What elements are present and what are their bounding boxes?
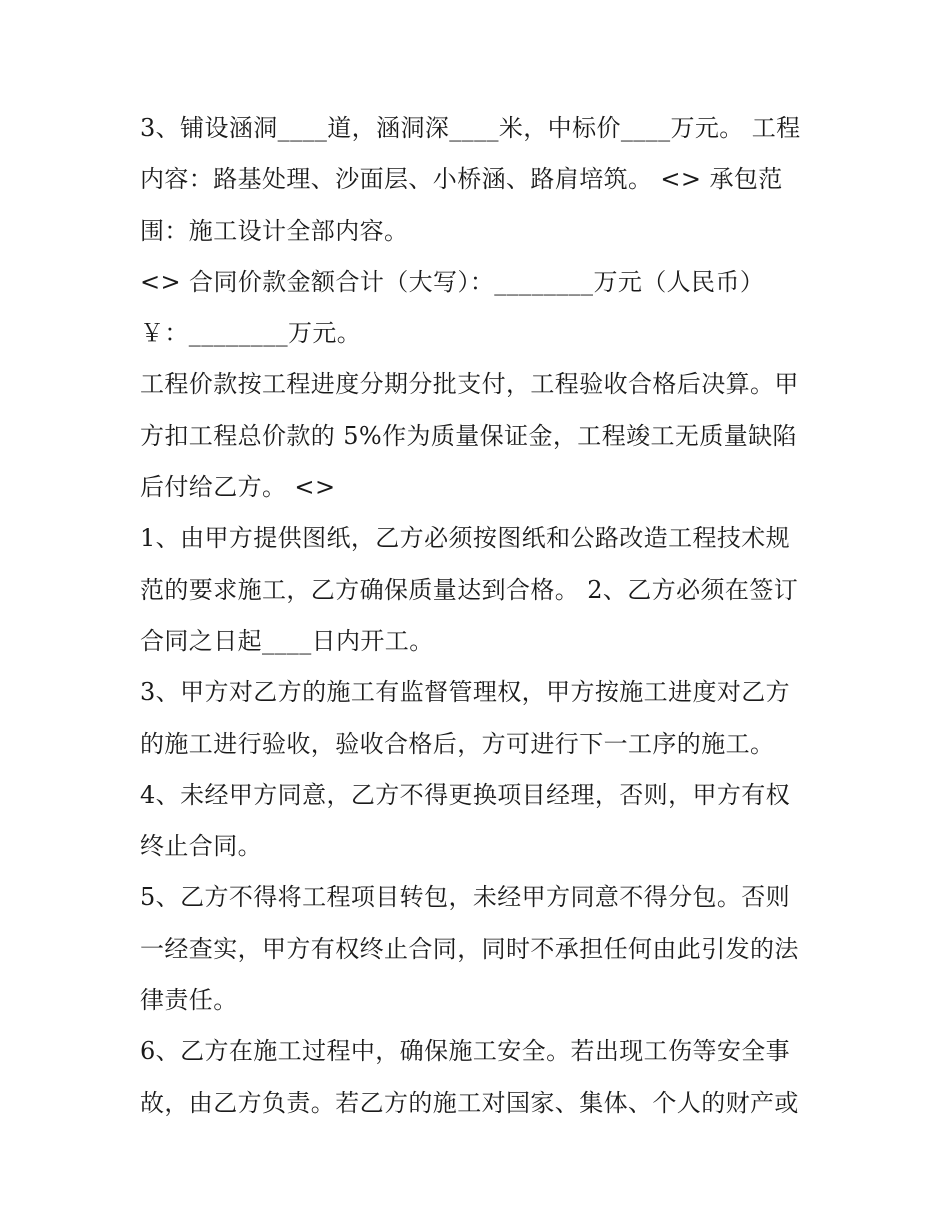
text-line: 的施工进行验收，验收合格后，方可进行下一工序的施工。	[140, 729, 775, 758]
text-line: 终止合同。	[140, 832, 262, 861]
contract-page	[140, 103, 820, 1129]
text-line: 范的要求施工，乙方确保质量达到合格。 2、乙方必须在签订	[140, 575, 799, 604]
text-line: 3、铺设涵洞____道，涵洞深____米，中标价____万元。 工程	[140, 114, 801, 142]
text-line: 3、甲方对乙方的施工有监督管理权，甲方按施工进度对乙方	[140, 678, 791, 707]
text-line: 内容：路基处理、沙面层、小桥涵、路肩培筑。 <> 承包范	[140, 165, 783, 194]
text-line: 工程价款按工程进度分期分批支付，工程验收合格后决算。甲	[140, 370, 799, 399]
text-line: ￥：________万元。	[140, 319, 362, 348]
text-line: 方扣工程总价款的 5%作为质量保证金，工程竣工无质量缺陷	[140, 421, 797, 450]
text-line: 6、乙方在施工过程中，确保施工安全。若出现工伤等安全事	[140, 1037, 791, 1066]
text-line: 后付给乙方。 <>	[140, 473, 336, 502]
text-line: 5、乙方不得将工程项目转包，未经甲方同意不得分包。否则	[140, 883, 791, 912]
text-line: 1、由甲方提供图纸，乙方必须按图纸和公路改造工程技术规	[140, 524, 791, 553]
text-line: 围：施工设计全部内容。	[140, 216, 409, 245]
text-line: 律责任。	[140, 986, 238, 1015]
text-line: 故，由乙方负责。若乙方的施工对国家、集体、个人的财产或	[140, 1088, 799, 1117]
text-line: 合同之日起____日内开工。	[140, 626, 434, 655]
text-line: 4、未经甲方同意，乙方不得更换项目经理，否则，甲方有权	[140, 780, 791, 809]
text-line: 一经查实，甲方有权终止合同，同时不承担任何由此引发的法	[140, 934, 799, 963]
text-line: <> 合同价款金额合计（大写）：________万元（人民币）	[140, 267, 765, 296]
